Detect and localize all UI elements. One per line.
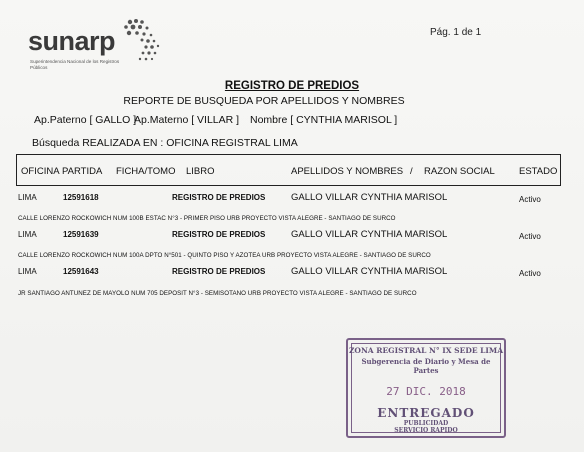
col-oficina: OFICINA	[21, 166, 60, 177]
stamp-zona: ZONA REGISTRAL N° IX SEDE LIMA	[348, 346, 504, 355]
col-ficha: FICHA/TOMO	[116, 166, 176, 177]
col-libro: LIBRO	[186, 166, 215, 177]
row3-estado: Activo	[519, 269, 541, 278]
row1-estado: Activo	[519, 195, 541, 204]
row1-oficina: LIMA	[18, 193, 37, 202]
row2-partida: 12591639	[63, 230, 99, 239]
page-indicator: Pág. 1 de 1	[430, 27, 482, 38]
col-partida: PARTIDA	[62, 166, 103, 177]
row2-nombre: GALLO VILLAR CYNTHIA MARISOL	[291, 229, 448, 240]
row1-nombre: GALLO VILLAR CYNTHIA MARISOL	[291, 192, 448, 203]
ap-paterno: Ap.Paterno [ GALLO ]	[34, 114, 137, 126]
report-subtitle: REPORTE DE BUSQUEDA POR APELLIDOS Y NOMBRES	[123, 95, 405, 107]
stamp-subgerencia: Subgerencia de Diario y Mesa de Partes	[361, 357, 491, 375]
stamp-publicidad-line: PUBLICIDAD	[403, 420, 449, 427]
col-sep: /	[410, 166, 413, 177]
logo-wordmark: sunarp	[28, 26, 116, 56]
row1-libro: REGISTRO DE PREDIOS	[172, 193, 266, 202]
stamp-publicidad	[348, 420, 504, 434]
logo-dots-icon	[116, 16, 176, 68]
report-title: REGISTRO DE PREDIOS	[224, 80, 360, 92]
busqueda-line: Búsqueda REALIZADA EN : OFICINA REGISTRAL LIMA	[32, 137, 298, 149]
row3-partida: 12591643	[63, 267, 99, 276]
col-estado: ESTADO	[519, 166, 558, 177]
row3-libro: REGISTRO DE PREDIOS	[172, 267, 266, 276]
stamp-entregado: ENTREGADO	[377, 406, 475, 420]
row1-direccion: CALLE LORENZO ROCKOWICH NUM 100B ESTAC N°3 - PRIMER PISO URB PROYECTO VISTA ALEGRE - SANTIAGO DE SURCO	[18, 215, 396, 222]
ap-materno: Ap.Materno [ VILLAR ]	[134, 114, 240, 126]
stamp-servicio-line: SERVICIO RAPIDO	[394, 427, 458, 434]
col-apellidos: APELLIDOS Y NOMBRES	[291, 166, 404, 177]
row3-nombre: GALLO VILLAR CYNTHIA MARISOL	[291, 266, 448, 277]
row1-partida: 12591618	[63, 193, 99, 202]
row2-direccion: CALLE LORENZO ROCKOWICH NUM 100A DPTO N°501 - QUINTO PISO Y AZOTEA URB PROYECTO VISTA ALEGRE - SANTIAGO DE SURCO	[18, 252, 431, 259]
logo-subtitle: Superintendencia Nacional de los Registros Públicos	[30, 59, 120, 70]
row2-oficina: LIMA	[18, 230, 37, 239]
registry-stamp	[346, 338, 506, 438]
sunarp-logo	[28, 16, 198, 76]
nombre: Nombre [ CYNTHIA MARISOL ]	[250, 114, 398, 126]
row3-direccion: JR SANTIAGO ANTUNEZ DE MAYOLO NUM 705 DEPOSIT N°3 - SEMISOTANO URB PROYECTO VISTA ALEGRE - SANTIAGO DE SURCO	[18, 290, 417, 297]
stamp-date: 27 DIC. 2018	[386, 385, 466, 398]
row2-estado: Activo	[519, 232, 541, 241]
row3-oficina: LIMA	[18, 267, 37, 276]
col-razon: RAZON SOCIAL	[424, 166, 495, 177]
row2-libro: REGISTRO DE PREDIOS	[172, 230, 266, 239]
